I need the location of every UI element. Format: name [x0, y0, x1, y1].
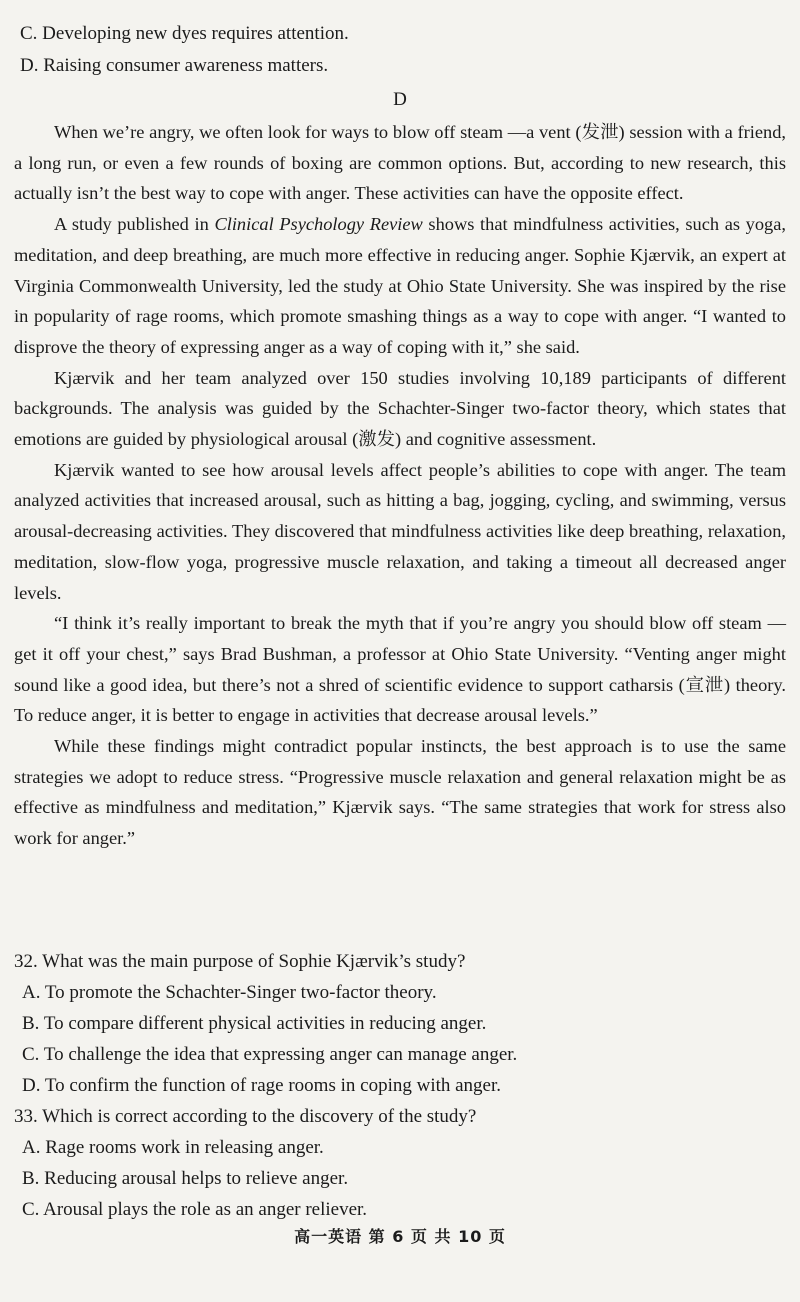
question-33-option-c: C. Arousal plays the role as an anger reliever.	[22, 1199, 368, 1220]
section-heading: D	[393, 89, 407, 110]
question-33-stem: 33. Which is correct according to the discovery of the study?	[14, 1106, 477, 1127]
passage-paragraph-4: Kjærvik wanted to see how arousal levels affect people’s abilities to cope with anger. The team analyzed activities that increased arousal, such as hitting a bag, jogging, cycling, and swimming, versus arousal-decreasing activities. They discovered that mindfulness activities like deep breathing, relaxation, meditation, slow-flow yoga, progressive muscle relaxation, and taking a timeout all decreased anger levels.	[14, 459, 786, 603]
question-32-option-b: B. To compare different physical activities in reducing anger.	[22, 1013, 487, 1034]
journal-title: Clinical Psychology Review	[214, 214, 423, 235]
paragraph-2-lead: A study published in	[54, 214, 215, 235]
question-33-option-b: B. Reducing arousal helps to relieve anger.	[22, 1168, 349, 1189]
passage-paragraph-3: Kjærvik and her team analyzed over 150 studies involving 10,189 participants of different backgrounds. The analysis was guided by the Schachter-Singer two-factor theory, which states that emotions are guided by physiological arousal (激发) and cognitive assessment.	[14, 367, 786, 450]
reading-passage	[14, 117, 786, 854]
passage-paragraph-5: “I think it’s really important to break the myth that if you’re angry you should blow off steam — get it off your chest,” says Brad Bushman, a professor at Ohio State University. “Venting anger might sound like a good idea, but there’s not a shred of scientific evidence to support catharsis (宣泄) theory. To reduce anger, it is better to engage in activities that decrease arousal levels.”	[14, 613, 786, 726]
passage-paragraph-6: While these findings might contradict popular instincts, the best approach is to use the same strategies we adopt to reduce stress. “Progressive muscle relaxation and general relaxation might be as effective as mindfulness and meditation,” Kjærvik says. “The same strategies that work for stress also work for anger.”	[14, 736, 786, 849]
question-33-option-a: A. Rage rooms work in releasing anger.	[22, 1137, 324, 1158]
prev-option-d: D. Raising consumer awareness matters.	[20, 55, 329, 76]
prev-option-c: C. Developing new dyes requires attention.	[20, 23, 349, 44]
passage-paragraph-2	[14, 209, 786, 363]
question-32-stem: 32. What was the main purpose of Sophie Kjærvik’s study?	[14, 951, 466, 972]
question-32-option-a: A. To promote the Schachter-Singer two-factor theory.	[22, 982, 437, 1003]
question-32-option-c: C. To challenge the idea that expressing anger can manage anger.	[22, 1044, 518, 1065]
question-32-option-d: D. To confirm the function of rage rooms in coping with anger.	[22, 1075, 502, 1096]
passage-paragraph-1: When we’re angry, we often look for ways to blow off steam —a vent (发泄) session with a friend, a long run, or even a few rounds of boxing are common options. But, according to new research, this actually isn’t the best way to cope with anger. These activities can have the opposite effect.	[14, 122, 786, 204]
paragraph-2-body: shows that mindfulness activities, such as yoga, meditation, and deep breathing, are much more effective in reducing anger. Sophie Kjærvik, an expert at Virginia Commonwealth University, led the study at Ohio State University. She was inspired by the rise in popularity of rage rooms, which promote smashing things as a way to cope with anger. “I wanted to disprove the theory of expressing anger as a way of coping with it,” she said.	[14, 214, 786, 357]
page-footer: 高一英语 第 6 页 共 10 页	[294, 1227, 506, 1246]
